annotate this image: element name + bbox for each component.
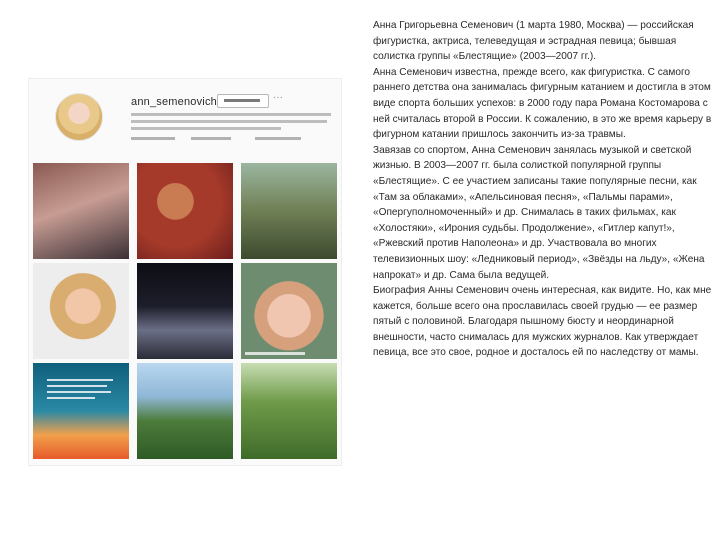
quote-text-line	[47, 397, 95, 399]
profile-header	[29, 79, 341, 159]
photo-man-garden	[137, 363, 233, 459]
avatar	[55, 93, 103, 141]
photo-quote-sunset	[33, 363, 129, 459]
instagram-screenshot	[28, 78, 342, 466]
follow-button	[217, 94, 269, 108]
quote-text-line	[47, 385, 107, 387]
bio-paragraph-music: Завязав со спортом, Анна Семенович занялась музыкой и светской жизнью. В 2003—2007 гг. была солисткой популярной группы «Блестящие». С ее участием записаны такие популярные песни, как «Там за облаками», «Апельсиновая песня», «Пальмы парами», «Опергуполномоченный» и др. Снималась в таких фильмах, как «Холостяки», «Ирония судьбы. Продолжение», «Гитлер капут!», «Ржевский против Наполеона» и др. Участвовала во многих телевизионных шоу: «Ледниковый период», «Звёзды на льду», «Жена напрокат» и др. Сама была ведущей.	[373, 144, 705, 281]
stat-posts	[131, 137, 175, 140]
bio-paragraph-closing: Биография Анны Семенович очень интересная, как видите. Но, как мне кажется, больше всего она прославилась своей грудью — ее размер пятый с половиной. Благодаря пышному бюсту и неординарной внешности, часто снималась для мужских журналов. Как утверждает певица, все это свое, родное и досталось ей по наследству от мамы.	[373, 285, 712, 359]
profile-bio-line	[131, 120, 327, 123]
profile-username: ann_semenovich	[131, 96, 217, 108]
quote-text-line	[47, 391, 111, 393]
biography-text	[373, 18, 715, 361]
photo-greenery	[241, 363, 337, 459]
photo-portrait	[33, 263, 129, 359]
stat-following	[255, 137, 301, 140]
profile-bio-line	[131, 113, 331, 116]
photo-child	[241, 263, 337, 359]
bio-paragraph-skating: Анна Семенович известна, прежде всего, как фигуристка. С самого раннего детства она занималась фигурным катанием и достигла в этом виде спорта больших успехов: в 2000 году пара Романа Костомарова с ней считалась второй в России. К сожалению, в это же время карьеру в фигурном катании пришлось закончить из-за травмы.	[373, 66, 712, 141]
photo-monk	[137, 163, 233, 259]
photo-garden	[241, 163, 337, 259]
photo-caption	[245, 352, 305, 355]
photo-book	[33, 163, 129, 259]
quote-text-line	[47, 379, 113, 381]
stat-followers	[191, 137, 231, 140]
profile-bio-line	[131, 127, 281, 130]
more-options-icon: ···	[273, 92, 283, 103]
bio-paragraph-intro: Анна Григорьевна Семенович (1 марта 1980, Москва) — российская фигуристка, актриса, телеведущая и эстрадная певица; бывшая солистка группы «Блестящие» (2003—2007 гг.).	[373, 20, 694, 63]
photo-night-sea	[137, 263, 233, 359]
